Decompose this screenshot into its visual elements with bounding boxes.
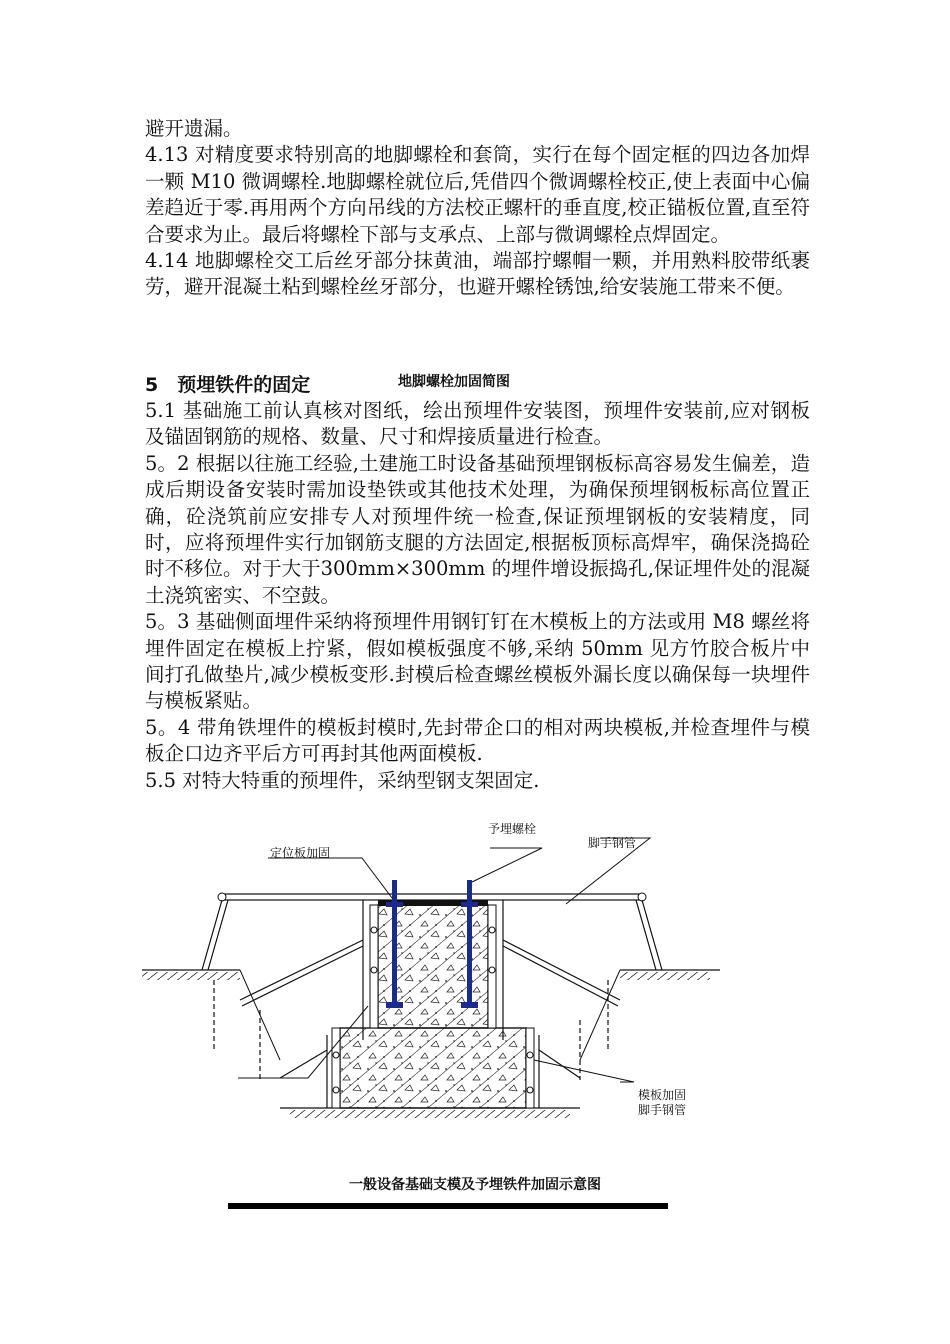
label-formwork-brace: 模板加固 <box>638 1088 687 1102</box>
diagram-caption: 一般设备基础支模及予埋铁件加固示意图 <box>349 1177 601 1193</box>
paragraph-4-14: 4.14 地脚螺栓交工后丝牙部分抹黄油，端部拧螺帽一颗，并用熟料胶带纸裹劳，避开混凝土粘到螺栓丝牙部分，也避开螺栓锈蚀,给安装施工带来不便。 <box>145 249 810 299</box>
figure-caption-anchor-bolt: 地脚螺栓加固简图 <box>398 374 510 390</box>
label-formwork-scaffold-pipe: 脚手钢管 <box>638 1103 687 1117</box>
ground-right <box>580 970 720 1060</box>
foundation-base <box>340 1028 526 1108</box>
paragraph-5-3: 5。3 基础侧面埋件采纳将预埋件用钢钉钉在木模板上的方法或用 M8 螺丝将埋件固定在模板上拧紧，假如模板强度不够,采纳 50mm 见方竹胶合板片中间打孔做垫片,减少模板变形.封模后检查螺丝模板外漏长度以确保每一块埋件与模板紧贴。 <box>145 610 810 713</box>
paragraph-continuation: 避开遗漏。 <box>145 117 243 140</box>
paragraph-4-13: 4.13 对精度要求特别高的地脚螺栓和套筒，实行在每个固定框的四边各加焊一颗 M10 微调螺栓.地脚螺栓就位后,凭借四个微调螺栓校正,使上表面中心偏差趋近于零.再用两个方向吊线的方法校正螺杆的垂直度,校正锚板位置,直至符合要求为止。最后将螺栓下部与支承点、上部与微调螺栓点焊固定。 <box>145 143 810 246</box>
label-scaffold-pipe: 脚手钢管 <box>588 836 637 850</box>
scaffold-top-pipe <box>218 893 646 901</box>
body-text-section5 <box>145 398 810 794</box>
paragraph-5-4: 5。4 带角铁埋件的模板封模时,先封带企口的相对两块模板,并检查埋件与模板企口边齐平后方可再封其他两面模板. <box>145 715 810 766</box>
ground-left <box>142 970 280 1060</box>
body-text-top <box>145 116 810 301</box>
diagram-drawing <box>130 810 730 1130</box>
paragraph-5-2: 5。2 根据以往施工经验,土建施工时设备基础预埋钢板标高容易发生偏差，造成后期设备安装时需加设垫铁或其他技术处理，为确保预埋钢板标高位置正确，砼浇筑前应安排专人对预埋件统一检查,保证预埋钢板的安装精度，同时，应将预埋件实行加钢筋支腿的方法固定,根据板顶标高焊牢，确保浇捣砼时不移位。对于大于300mm×300mm 的埋件增设振捣孔,保证埋件处的混凝土浇筑密实、不空鼓。 <box>145 451 810 607</box>
bottom-rule <box>228 1203 668 1209</box>
paragraph-5-1: 5.1 基础施工前认真核对图纸，绘出预埋件安装图，预埋件安装前,应对钢板及锚固钢筋的规格、数量、尺寸和焊接质量进行检查。 <box>145 399 810 449</box>
label-embedded-bolt: 予埋螺栓 <box>488 822 537 836</box>
paragraph-5-5: 5.5 对特大特重的预埋件，采纳型钢支架固定. <box>145 768 540 792</box>
ground-bottom <box>280 1108 580 1118</box>
section-heading: 5 预埋铁件的固定 <box>145 374 311 396</box>
foundation-formwork-diagram <box>130 810 730 1130</box>
label-positioning-plate: 定位板加固 <box>270 846 331 860</box>
